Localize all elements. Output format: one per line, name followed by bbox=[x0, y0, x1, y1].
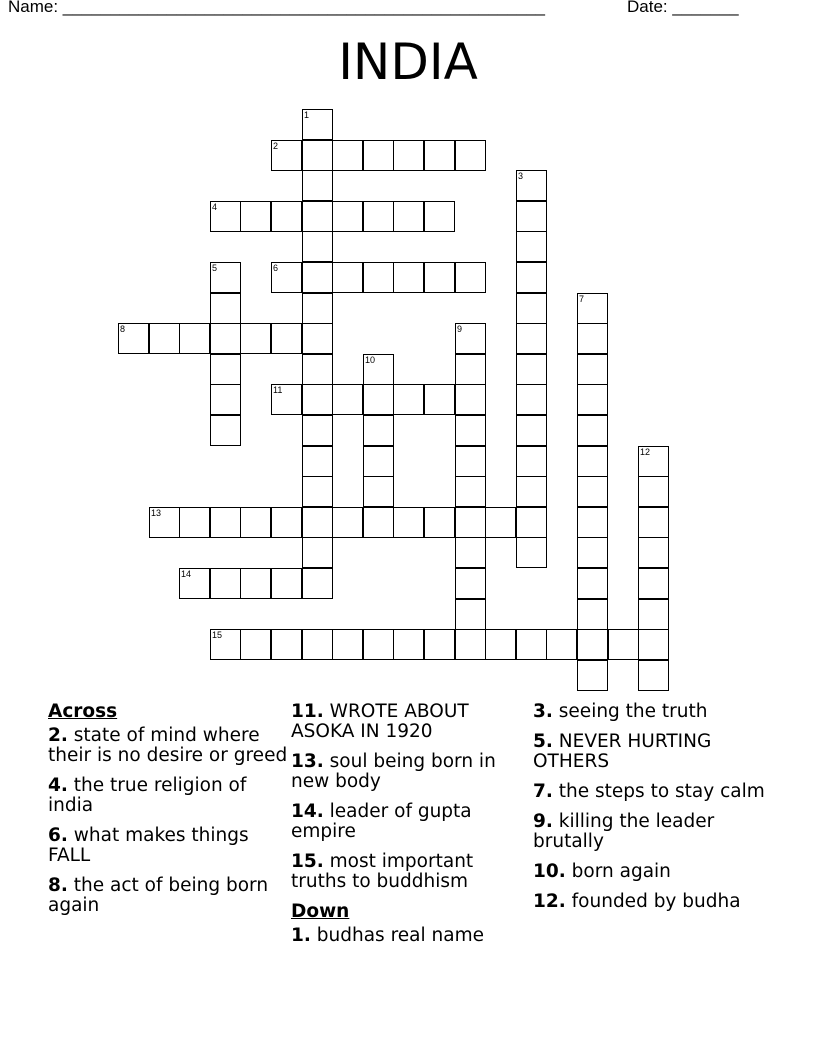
grid-cell[interactable] bbox=[516, 384, 547, 415]
grid-cell[interactable] bbox=[210, 354, 241, 385]
grid-cell[interactable] bbox=[516, 231, 547, 262]
grid-cell[interactable] bbox=[179, 507, 210, 538]
date-field[interactable]: Date: _______ bbox=[627, 0, 739, 16]
grid-cell[interactable] bbox=[271, 629, 302, 660]
clue-down-9: 9. killing the leader brutally bbox=[533, 811, 715, 852]
clue-down-5: 5. NEVER HURTING OTHERS bbox=[533, 731, 712, 772]
cell-number: 6 bbox=[273, 263, 279, 273]
grid-cell[interactable] bbox=[577, 293, 608, 324]
grid-cell[interactable] bbox=[302, 446, 333, 477]
cell-number: 15 bbox=[212, 630, 223, 640]
grid-cell[interactable] bbox=[302, 629, 333, 660]
grid-cell[interactable] bbox=[455, 384, 486, 415]
grid-cell[interactable] bbox=[302, 140, 333, 171]
clue-across-8: 8. the act of being born again bbox=[48, 875, 269, 916]
grid-cell[interactable] bbox=[240, 629, 271, 660]
clue-column-1 bbox=[48, 702, 288, 926]
grid-cell[interactable] bbox=[393, 507, 424, 538]
grid-cell[interactable] bbox=[516, 201, 547, 232]
grid-cell[interactable] bbox=[210, 293, 241, 324]
grid-cell[interactable] bbox=[210, 629, 241, 660]
grid-cell[interactable] bbox=[455, 140, 486, 171]
cell-number: 7 bbox=[579, 294, 585, 304]
grid-cell[interactable] bbox=[546, 629, 577, 660]
grid-cell[interactable] bbox=[302, 170, 333, 201]
grid-cell[interactable] bbox=[210, 384, 241, 415]
grid-cell[interactable] bbox=[516, 354, 547, 385]
grid-cell[interactable] bbox=[516, 323, 547, 354]
grid-cell[interactable] bbox=[210, 568, 241, 599]
grid-cell[interactable] bbox=[577, 476, 608, 507]
grid-cell[interactable] bbox=[332, 629, 363, 660]
cell-number: 10 bbox=[365, 355, 376, 365]
grid-cell[interactable] bbox=[363, 629, 394, 660]
grid-cell[interactable] bbox=[332, 262, 363, 293]
grid-cell[interactable] bbox=[271, 140, 302, 171]
clue-across-15: 15. most important truths to buddhism bbox=[291, 851, 474, 892]
grid-cell[interactable] bbox=[638, 507, 669, 538]
across-heading: Across bbox=[48, 701, 118, 722]
grid-cell[interactable] bbox=[577, 599, 608, 630]
cell-number: 13 bbox=[151, 508, 162, 518]
grid-cell[interactable] bbox=[638, 568, 669, 599]
grid-cell[interactable] bbox=[179, 568, 210, 599]
grid-cell[interactable] bbox=[424, 262, 455, 293]
grid-cell[interactable] bbox=[271, 568, 302, 599]
grid-cell[interactable] bbox=[424, 384, 455, 415]
grid-cell[interactable] bbox=[332, 384, 363, 415]
page-title: INDIA bbox=[338, 33, 478, 91]
grid-cell[interactable] bbox=[424, 507, 455, 538]
grid-cell[interactable] bbox=[210, 415, 241, 446]
grid-cell[interactable] bbox=[240, 568, 271, 599]
clue-down-7: 7. the steps to stay calm bbox=[533, 781, 765, 802]
grid-cell[interactable] bbox=[271, 262, 302, 293]
grid-cell[interactable] bbox=[577, 568, 608, 599]
grid-cell[interactable] bbox=[577, 354, 608, 385]
grid-cell[interactable] bbox=[363, 262, 394, 293]
clue-down-3: 3. seeing the truth bbox=[533, 701, 708, 722]
grid-cell[interactable] bbox=[516, 476, 547, 507]
grid-cell[interactable] bbox=[302, 293, 333, 324]
grid-cell[interactable] bbox=[393, 140, 424, 171]
grid-cell[interactable] bbox=[455, 446, 486, 477]
grid-cell[interactable] bbox=[302, 384, 333, 415]
cell-number: 5 bbox=[212, 263, 218, 273]
grid-cell[interactable] bbox=[302, 109, 333, 140]
grid-cell[interactable] bbox=[393, 629, 424, 660]
grid-cell[interactable] bbox=[516, 446, 547, 477]
clue-column-3 bbox=[533, 702, 773, 922]
grid-cell[interactable] bbox=[179, 323, 210, 354]
grid-cell[interactable] bbox=[516, 507, 547, 538]
grid-cell[interactable] bbox=[240, 507, 271, 538]
grid-cell[interactable] bbox=[210, 262, 241, 293]
grid-cell[interactable] bbox=[455, 415, 486, 446]
grid-cell[interactable] bbox=[455, 476, 486, 507]
cell-number: 11 bbox=[273, 385, 283, 395]
grid-cell[interactable] bbox=[393, 262, 424, 293]
cell-number: 1 bbox=[304, 110, 310, 120]
grid-cell[interactable] bbox=[210, 323, 241, 354]
grid-cell[interactable] bbox=[363, 201, 394, 232]
grid-cell[interactable] bbox=[302, 231, 333, 262]
grid-cell[interactable] bbox=[638, 476, 669, 507]
clue-across-11: 11. WROTE ABOUT ASOKA IN 1920 bbox=[291, 701, 469, 742]
grid-cell[interactable] bbox=[302, 354, 333, 385]
grid-cell[interactable] bbox=[455, 262, 486, 293]
grid-cell[interactable] bbox=[577, 629, 608, 660]
grid-cell[interactable] bbox=[363, 384, 394, 415]
grid-cell[interactable] bbox=[577, 537, 608, 568]
grid-cell[interactable] bbox=[302, 537, 333, 568]
grid-cell[interactable] bbox=[363, 476, 394, 507]
grid-cell[interactable] bbox=[271, 384, 302, 415]
grid-cell[interactable] bbox=[516, 262, 547, 293]
grid-cell[interactable] bbox=[240, 323, 271, 354]
cell-number: 2 bbox=[273, 141, 279, 151]
grid-cell[interactable] bbox=[516, 415, 547, 446]
grid-cell[interactable] bbox=[210, 507, 241, 538]
clue-across-2: 2. state of mind where their is no desire or greed bbox=[48, 725, 288, 766]
grid-cell[interactable] bbox=[577, 660, 608, 691]
clue-down-12: 12. founded by budha bbox=[533, 891, 741, 912]
grid-cell[interactable] bbox=[302, 262, 333, 293]
grid-cell[interactable] bbox=[638, 629, 669, 660]
grid-cell[interactable] bbox=[149, 507, 180, 538]
grid-cell[interactable] bbox=[638, 446, 669, 477]
grid-cell[interactable] bbox=[485, 629, 516, 660]
grid-cell[interactable] bbox=[455, 537, 486, 568]
grid-cell[interactable] bbox=[363, 507, 394, 538]
grid-cell[interactable] bbox=[271, 323, 302, 354]
clue-across-6: 6. what makes things FALL bbox=[48, 825, 249, 866]
grid-cell[interactable] bbox=[638, 660, 669, 691]
grid-cell[interactable] bbox=[302, 568, 333, 599]
clue-across-4: 4. the true religion of india bbox=[48, 775, 247, 816]
grid-cell[interactable] bbox=[393, 201, 424, 232]
grid-cell[interactable] bbox=[363, 446, 394, 477]
grid-cell[interactable] bbox=[608, 629, 639, 660]
grid-cell[interactable] bbox=[149, 323, 180, 354]
clue-column-2 bbox=[291, 702, 531, 956]
grid-cell[interactable] bbox=[638, 537, 669, 568]
clue-across-14: 14. leader of gupta empire bbox=[291, 801, 472, 842]
grid-cell[interactable] bbox=[455, 354, 486, 385]
grid-cell[interactable] bbox=[516, 629, 547, 660]
grid-cell[interactable] bbox=[363, 140, 394, 171]
cell-number: 4 bbox=[212, 202, 218, 212]
grid-cell[interactable] bbox=[577, 507, 608, 538]
grid-cell[interactable] bbox=[424, 201, 455, 232]
grid-cell[interactable] bbox=[332, 140, 363, 171]
grid-cell[interactable] bbox=[577, 415, 608, 446]
clue-down-1: 1. budhas real name bbox=[291, 925, 484, 946]
grid-cell[interactable] bbox=[577, 446, 608, 477]
grid-cell[interactable] bbox=[210, 201, 241, 232]
clue-across-13: 13. soul being born in new body bbox=[291, 751, 496, 792]
grid-cell[interactable] bbox=[638, 599, 669, 630]
grid-cell[interactable] bbox=[455, 323, 486, 354]
grid-cell[interactable] bbox=[332, 507, 363, 538]
cell-number: 3 bbox=[518, 171, 524, 181]
grid-cell[interactable] bbox=[240, 201, 271, 232]
grid-cell[interactable] bbox=[302, 415, 333, 446]
grid-cell[interactable] bbox=[577, 384, 608, 415]
grid-cell[interactable] bbox=[424, 140, 455, 171]
grid-cell[interactable] bbox=[516, 537, 547, 568]
grid-cell[interactable] bbox=[577, 323, 608, 354]
grid-cell[interactable] bbox=[302, 507, 333, 538]
grid-cell[interactable] bbox=[332, 201, 363, 232]
grid-cell[interactable] bbox=[118, 323, 149, 354]
grid-cell[interactable] bbox=[455, 507, 486, 538]
cell-number: 14 bbox=[181, 569, 192, 579]
down-heading: Down bbox=[291, 901, 350, 922]
clue-down-10: 10. born again bbox=[533, 861, 671, 882]
grid-cell[interactable] bbox=[516, 293, 547, 324]
grid-cell[interactable] bbox=[485, 507, 516, 538]
grid-cell[interactable] bbox=[424, 629, 455, 660]
name-field[interactable]: Name: ___________________________________________________ bbox=[8, 0, 545, 16]
grid-cell[interactable] bbox=[271, 507, 302, 538]
grid-cell[interactable] bbox=[455, 629, 486, 660]
grid-cell[interactable] bbox=[302, 476, 333, 507]
grid-cell[interactable] bbox=[393, 384, 424, 415]
grid-cell[interactable] bbox=[302, 323, 333, 354]
grid-cell[interactable] bbox=[302, 201, 333, 232]
grid-cell[interactable] bbox=[271, 201, 302, 232]
grid-cell[interactable] bbox=[455, 568, 486, 599]
cell-number: 9 bbox=[457, 324, 463, 334]
grid-cell[interactable] bbox=[516, 170, 547, 201]
grid-cell[interactable] bbox=[363, 354, 394, 385]
cell-number: 8 bbox=[120, 324, 126, 334]
grid-cell[interactable] bbox=[455, 599, 486, 630]
grid-cell[interactable] bbox=[363, 415, 394, 446]
cell-number: 12 bbox=[640, 447, 651, 457]
